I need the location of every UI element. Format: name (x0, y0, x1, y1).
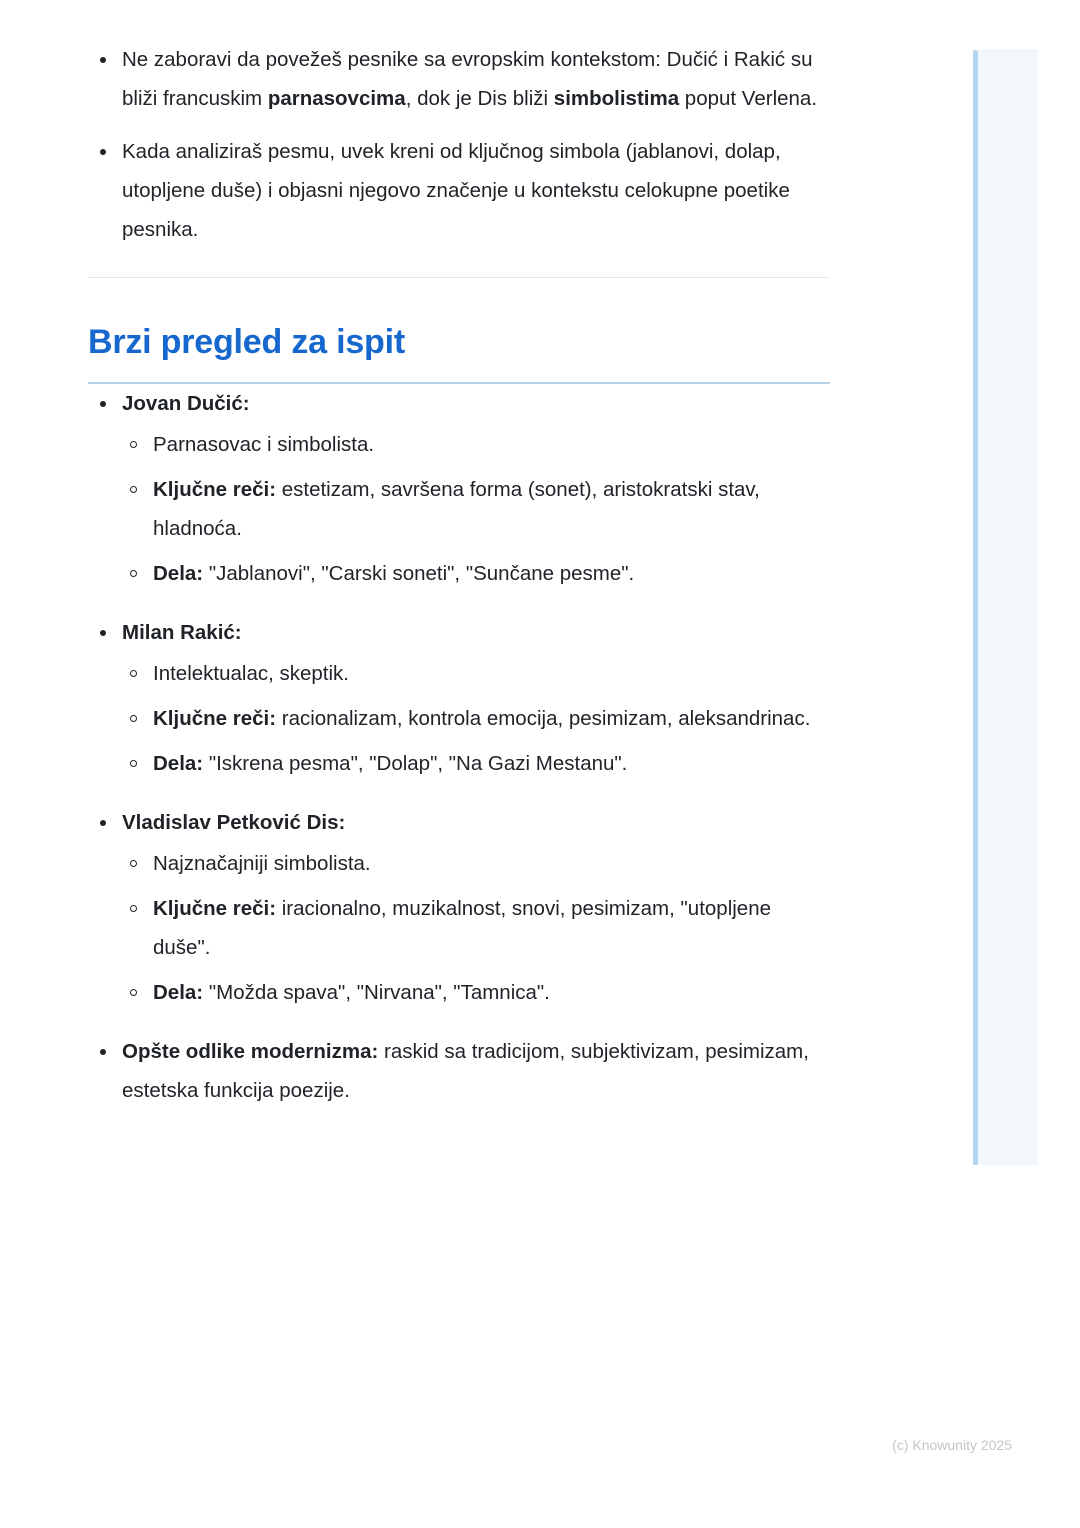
emphasis-text: Jovan Dučić: (122, 392, 250, 415)
document-body (88, 40, 830, 1130)
side-accent-panel (973, 50, 1038, 1165)
body-text: poput Verlena. (679, 87, 818, 110)
list-item (122, 844, 830, 883)
copyright-text: (c) Knowunity 2025 (892, 1437, 1012, 1453)
emphasis-text: Milan Rakić: (122, 621, 242, 644)
list-item (122, 744, 830, 783)
list-item-text (122, 132, 830, 249)
footer (0, 1437, 1012, 1453)
list-item (122, 699, 830, 738)
list-item-text (153, 852, 371, 875)
emphasis-text: Vladislav Petković Dis: (122, 811, 346, 834)
list-item-text (153, 707, 810, 730)
emphasis-text: Dela: (153, 981, 204, 1004)
list-item (122, 973, 830, 1012)
list-item-text (153, 897, 771, 959)
body-text: racionalizam, kontrola emocija, pesimizam, aleksandrinac. (276, 707, 811, 730)
emphasis-text: Ključne reči: (153, 707, 277, 730)
list-item-text (153, 981, 550, 1004)
list-item-text (153, 478, 760, 540)
quick-review-list (88, 384, 830, 1110)
body-text: Parnasovac i simbolista. (153, 433, 375, 456)
list-item (122, 554, 830, 593)
list-item (88, 132, 830, 249)
list-item-text (153, 752, 627, 775)
emphasis-text: Ključne reči: (153, 478, 277, 501)
list-item-text (153, 562, 634, 585)
body-text: "Možda spava", "Nirvana", "Tamnica". (203, 981, 550, 1004)
intro-bullet-list (88, 40, 830, 249)
list-item-text (153, 433, 374, 456)
list-item-text (122, 803, 830, 842)
body-text: Ne zaboravi da povežeš pesnike sa evropskim kontekstom: Dučić i Rakić su bliži francuskim (122, 48, 813, 110)
emphasis-text: Ključne reči: (153, 897, 277, 920)
list-item (122, 654, 830, 693)
list-item (88, 803, 830, 1012)
list-item (122, 470, 830, 548)
body-text: "Jablanovi", "Carski soneti", "Sunčane pesme". (203, 562, 635, 585)
body-text: Najznačajniji simbolista. (153, 852, 371, 875)
list-item (88, 1032, 830, 1110)
page-title: Brzi pregled za ispit (88, 323, 405, 361)
body-text: iracionalno, muzikalnost, snovi, pesimizam, "utopljene duše". (153, 897, 771, 959)
emphasis-text: Dela: (153, 752, 204, 775)
list-item-text (122, 40, 830, 118)
list-item (88, 613, 830, 783)
emphasis-text: Opšte odlike modernizma: (122, 1040, 379, 1063)
body-text: Kada analiziraš pesmu, uvek kreni od ključnog simbola (jablanovi, dolap, utopljene duše) i objasni njegovo značenje u kontekstu celokupne poetike pesnika. (122, 140, 790, 241)
list-item-text (153, 662, 349, 685)
list-item (88, 384, 830, 593)
emphasis-text: Dela: (153, 562, 204, 585)
body-text: "Iskrena pesma", "Dolap", "Na Gazi Mestanu". (203, 752, 628, 775)
list-item-text (122, 613, 830, 652)
list-item (122, 889, 830, 967)
list-item (88, 40, 830, 118)
list-item-text (122, 384, 830, 423)
body-text: estetizam, savršena forma (sonet), aristokratski stav, hladnoća. (153, 478, 760, 540)
body-text: , dok je Dis bliži (405, 87, 554, 110)
list-item (122, 425, 830, 464)
sub-list (122, 425, 830, 593)
list-item-text (122, 1032, 830, 1110)
sub-list (122, 844, 830, 1012)
body-text: Intelektualac, skeptik. (153, 662, 349, 685)
emphasis-text: parnasovcima (267, 87, 406, 110)
sub-list (122, 654, 830, 783)
section-divider (88, 277, 830, 278)
body-text: raskid sa tradicijom, subjektivizam, pesimizam, estetska funkcija poezije. (122, 1040, 809, 1102)
emphasis-text: simbolistima (553, 87, 680, 110)
